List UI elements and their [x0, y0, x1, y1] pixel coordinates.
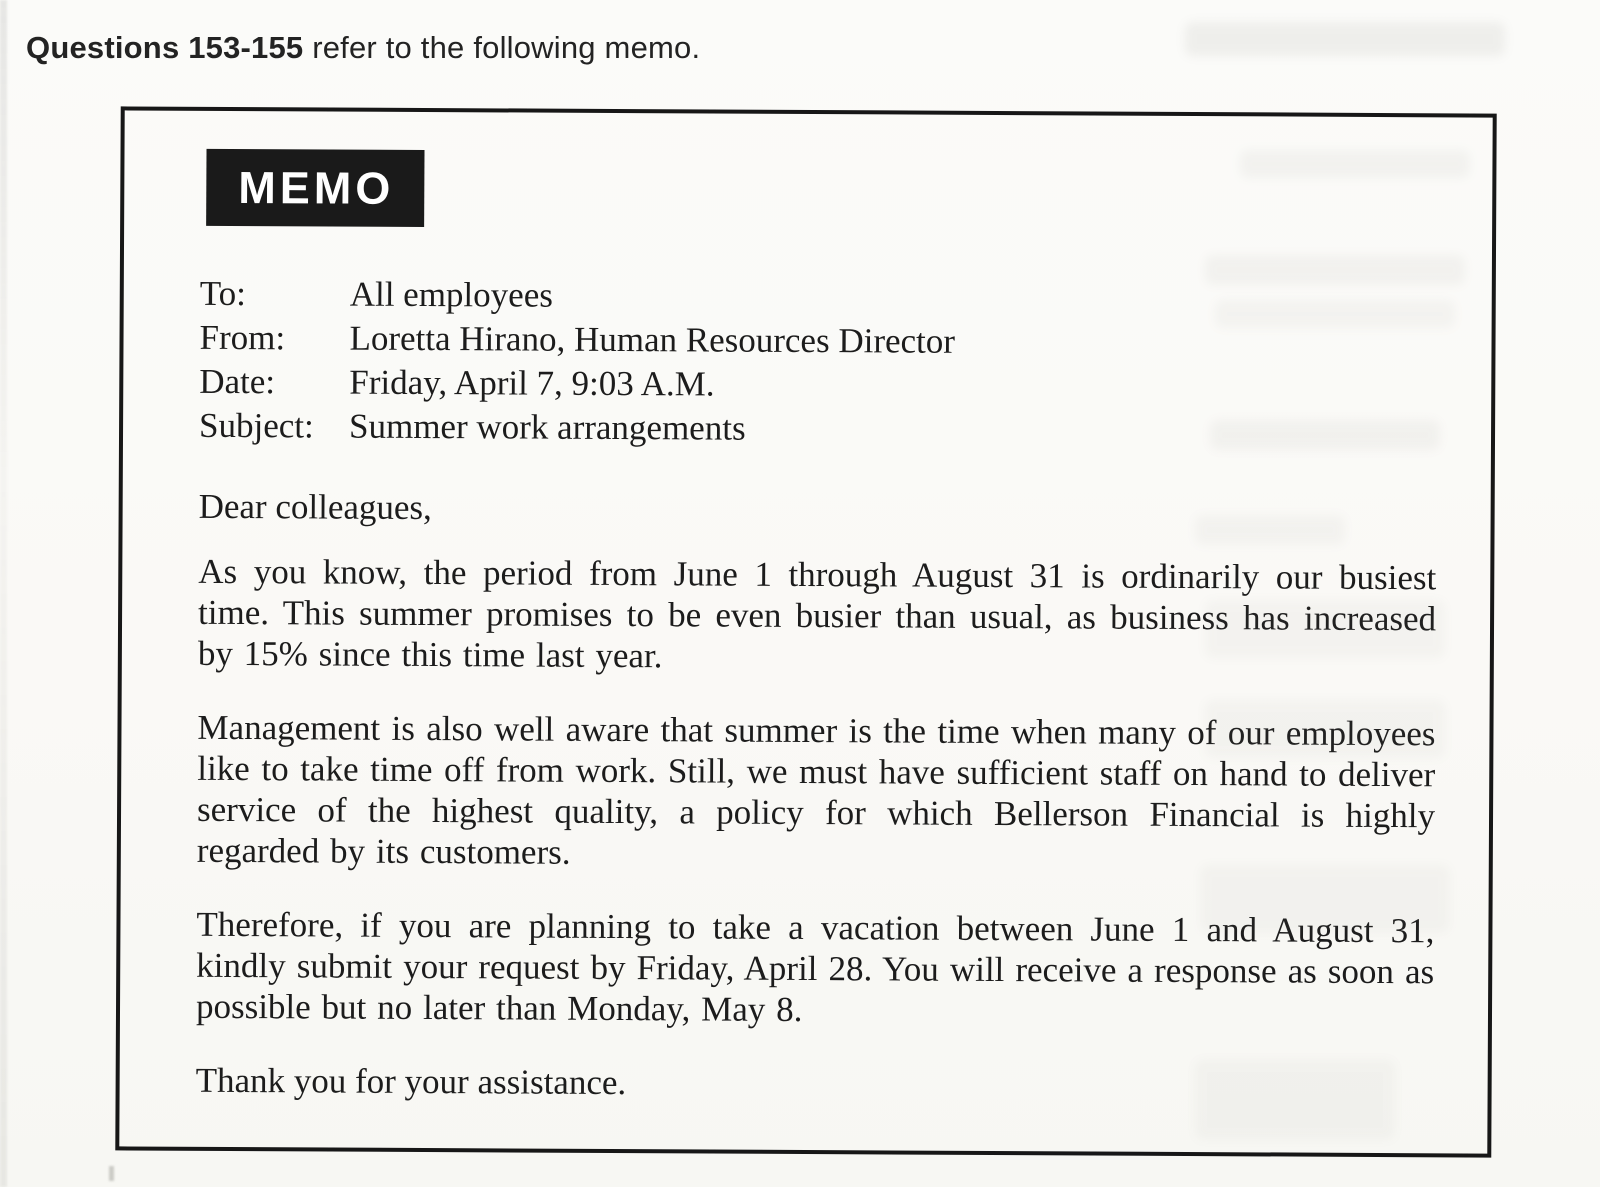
field-value-date: Friday, April 7, 9:03 A.M.: [349, 362, 715, 404]
field-label-from: From:: [199, 317, 286, 358]
paragraph-1: As you know, the period from June 1 through August 31 is ordinarily our busiest time. This summer promises to be even busier than usual, as business has increased by 15% since this time last year.: [197, 551, 1437, 676]
paragraph-2: Management is also well aware that summer is the time when many of our employees like to take time off from work. Still, we must have sufficient staff on hand to deliver service of the highest quality, a policy for which Bellerson Financial is highly regarded by its customers.: [196, 707, 1436, 872]
field-value-to: All employees: [349, 274, 554, 315]
field-row-date: [199, 360, 955, 408]
field-row-subject: [199, 404, 955, 452]
paragraph-3: Therefore, if you are planning to take a vacation between June 1 and August 31, kindly submit your request by Friday, April 28. You will receive a response as soon as possible but no later than Monday, May 8.: [195, 904, 1435, 1029]
scan-speck-artifact: [109, 1166, 114, 1181]
salutation: Dear colleagues,: [198, 486, 432, 528]
question-range: Questions 153-155: [26, 30, 304, 65]
field-row-from: [199, 316, 955, 364]
memo-header-fields: [199, 272, 955, 452]
field-row-to: [200, 272, 956, 320]
field-label-to: To:: [199, 273, 247, 314]
memo-banner: MEMO: [206, 149, 424, 227]
field-value-from: Loretta Hirano, Human Resources Director: [349, 318, 956, 361]
field-label-date: Date:: [199, 361, 276, 402]
closing-line: Thank you for your assistance.: [195, 1060, 627, 1103]
scan-edge-artifact: [0, 0, 7, 1187]
field-label-subject: Subject:: [198, 405, 314, 446]
memo-document: [115, 106, 1496, 1157]
field-value-subject: Summer work arrangements: [348, 406, 746, 448]
instruction-text: refer to the following memo.: [303, 30, 701, 65]
question-instruction: [26, 30, 700, 66]
bleedthrough-artifact: [1185, 22, 1505, 56]
